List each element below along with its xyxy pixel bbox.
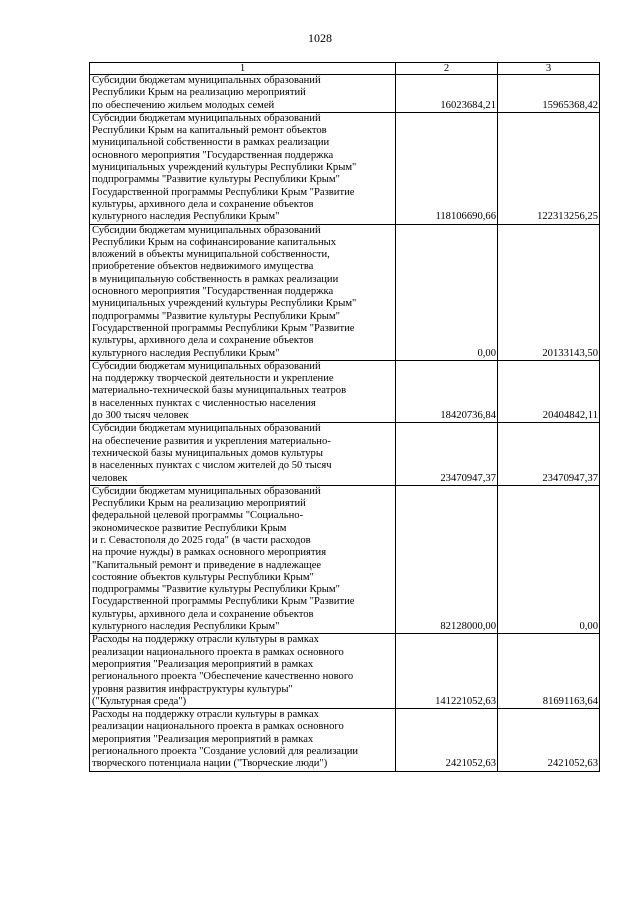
row-description: Субсидии бюджетам муниципальных образований Республики Крым на реализацию мероприятий федеральной целевой программы "Социально- экономическое развитие Республики Крым и г. Севастополя до 2025 года" (в части расходов на прочие нужды) в рамках основного мероприятия "Капитальный ремонт и приведение в надлежащее состояние объектов культуры Республики Крым" подпрограммы "Развитие культуры Республики Крым" Государственной программы Республики Крым "Развитие культуры, архивного дела и сохранение объектов культурного наследия Республики Крым" — [90, 485, 396, 634]
table-row — [90, 634, 600, 709]
row-value-col-2: 82128000,00 — [396, 485, 498, 634]
row-value-col-3: 23470947,37 — [498, 423, 600, 485]
row-description: Субсидии бюджетам муниципальных образований на поддержку творческой деятельности и укрепление материально-технической базы муниципальных театров в населенных пунктах с численностью населения до 300 тысяч человек — [90, 360, 396, 422]
row-value-col-3: 2421052,63 — [498, 709, 600, 771]
table-row — [90, 423, 600, 485]
header-col-2: 2 — [396, 63, 498, 75]
row-value-col-2: 2421052,63 — [396, 709, 498, 771]
row-value-col-2: 0,00 — [396, 224, 498, 360]
row-value-col-3: 81691163,64 — [498, 634, 600, 709]
table-row — [90, 112, 600, 224]
row-value-col-2: 16023684,21 — [396, 75, 498, 113]
row-value-col-2: 141221052,63 — [396, 634, 498, 709]
row-value-col-3: 20133143,50 — [498, 224, 600, 360]
row-description: Субсидии бюджетам муниципальных образований Республики Крым на капитальный ремонт объектов муниципальной собственности в рамках реализации основного мероприятия "Государственная поддержка муниципальных учреждений культуры Республики Крым" подпрограммы "Развитие культуры Республики Крым" Государственной программы Республики Крым "Развитие культуры, архивного дела и сохранение объектов культурного наследия Республики Крым" — [90, 112, 396, 224]
table-row — [90, 75, 600, 113]
table-header-row — [90, 63, 600, 75]
row-value-col-3: 20404842,11 — [498, 360, 600, 422]
row-description: Расходы на поддержку отрасли культуры в рамках реализации национального проекта в рамках основного мероприятия "Реализация мероприятий в рамках регионального проекта "Обеспечение качественно нового уровня развития инфраструктуры культуры" ("Культурная среда") — [90, 634, 396, 709]
row-description: Субсидии бюджетам муниципальных образований Республики Крым на софинансирование капитальных вложений в объекты муниципальной собственности, приобретение объектов недвижимого имущества в муниципальную собственность в рамках реализации основного мероприятия "Государственная поддержка муниципальных учреждений культуры Республики Крым" подпрограммы "Развитие культуры Республики Крым" Государственной программы Республики Крым "Развитие культуры, архивного дела и сохранение объектов культурного наследия Республики Крым" — [90, 224, 396, 360]
row-description: Субсидии бюджетам муниципальных образований Республики Крым на реализацию мероприятий по обеспечению жильем молодых семей — [90, 75, 396, 113]
row-value-col-3: 15965368,42 — [498, 75, 600, 113]
table-row — [90, 709, 600, 771]
row-value-col-2: 18420736,84 — [396, 360, 498, 422]
page-number: 1028 — [308, 31, 332, 45]
table-row — [90, 360, 600, 422]
table-row — [90, 485, 600, 634]
header-col-1: 1 — [90, 63, 396, 75]
row-value-col-3: 0,00 — [498, 485, 600, 634]
table-row — [90, 224, 600, 360]
row-value-col-3: 122313256,25 — [498, 112, 600, 224]
row-description: Субсидии бюджетам муниципальных образований на обеспечение развития и укрепления материально- технической базы муниципальных домов культуры в населенных пунктах с числом жителей до 50 тысяч человек — [90, 423, 396, 485]
row-description: Расходы на поддержку отрасли культуры в рамках реализации национального проекта в рамках основного мероприятия "Реализация мероприятий в рамках регионального проекта "Создание условий для реализации творческого потенциала нации ("Творческие люди") — [90, 709, 396, 771]
budget-table — [89, 62, 600, 772]
row-value-col-2: 23470947,37 — [396, 423, 498, 485]
row-value-col-2: 118106690,66 — [396, 112, 498, 224]
header-col-3: 3 — [498, 63, 600, 75]
